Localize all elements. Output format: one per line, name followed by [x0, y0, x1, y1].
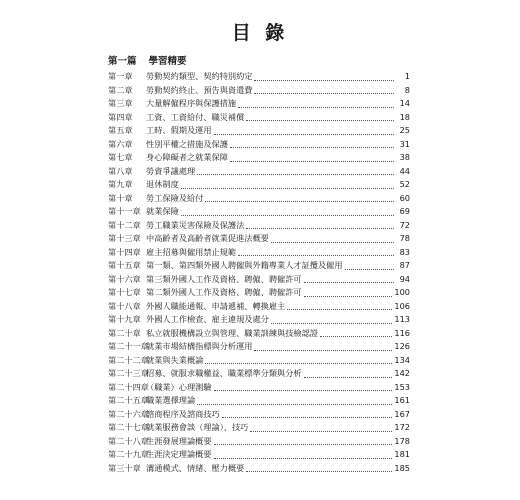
toc-chapter-number: 第十九章	[108, 314, 141, 324]
toc-chapter-number: 第九章	[108, 179, 133, 189]
toc-list	[108, 70, 410, 475]
toc-chapter-number: 第十三章	[108, 233, 141, 243]
toc-entry[interactable]	[108, 219, 410, 233]
toc-leader-dots	[197, 167, 394, 175]
toc-chapter-number: 第二十七章	[108, 422, 149, 432]
part-name: 學習精要	[148, 56, 187, 67]
toc-leader-dots	[304, 289, 393, 297]
toc-entry[interactable]	[108, 259, 410, 273]
toc-leader-dots	[214, 127, 394, 135]
toc-leader-dots	[238, 248, 394, 256]
toc-entry[interactable]	[108, 232, 410, 246]
toc-chapter-title: 私立就服機構設立與管理、職業訓練與技檢認證	[146, 327, 318, 338]
toc-leader-dots	[246, 464, 392, 472]
toc-chapter-title: 中高齡者及高齡者就業促進法概要	[146, 233, 269, 243]
toc-entry[interactable]	[108, 381, 410, 395]
toc-chapter-title: 溝通模式、情緒、壓力概要	[146, 462, 245, 473]
toc-entry[interactable]	[108, 313, 410, 327]
toc-page-number: 126	[394, 341, 410, 351]
toc-page-number: 25	[399, 125, 410, 135]
toc-chapter-title: 就業與失業概論	[146, 354, 204, 365]
toc-chapter-number: 第十五章	[108, 260, 141, 270]
toc-leader-dots	[254, 343, 392, 351]
toc-leader-dots	[246, 113, 394, 121]
toc-chapter-number: 第一章	[108, 71, 133, 81]
toc-entry[interactable]	[108, 340, 410, 354]
toc-chapter-number: 第十章	[108, 192, 133, 203]
toc-page-number: 52	[399, 179, 410, 189]
toc-leader-dots	[214, 437, 393, 445]
toc-entry[interactable]	[108, 246, 410, 260]
toc-page-number: 18	[399, 111, 410, 122]
toc-page-number: 100	[394, 287, 410, 297]
toc-page-number: 78	[399, 233, 410, 243]
toc-chapter-title: 勞資爭議處理	[146, 165, 196, 176]
toc-chapter-number: 第二十一章	[108, 341, 149, 351]
toc-entry[interactable]	[108, 111, 410, 125]
toc-entry[interactable]	[108, 97, 410, 111]
toc-page-number: 31	[399, 138, 410, 149]
toc-page-number: 134	[394, 354, 410, 365]
toc-leader-dots	[271, 235, 394, 243]
toc-leader-dots	[205, 194, 394, 202]
toc-leader-dots	[320, 329, 392, 337]
toc-chapter-number: 第三章	[108, 98, 133, 108]
toc-chapter-title: 勞動契約終止、預告與資遣費	[146, 84, 253, 95]
toc-chapter-title: 工時、假期及運用	[146, 125, 212, 135]
toc-leader-dots	[271, 316, 393, 324]
toc-chapter-number: 第二十九章	[108, 449, 149, 459]
toc-leader-dots	[254, 86, 394, 94]
toc-chapter-number: 第五章	[108, 125, 133, 135]
toc-leader-dots	[246, 221, 394, 229]
toc-entry[interactable]	[108, 273, 410, 287]
toc-chapter-number: 第七章	[108, 152, 133, 162]
toc-chapter-title: 勞工保險及給付	[146, 192, 204, 203]
toc-page-number: 69	[399, 206, 410, 216]
toc-leader-dots	[214, 383, 393, 391]
toc-entry[interactable]	[108, 286, 410, 300]
toc-chapter-title: 第一類、第四類外國人聘僱與外籍專業人才証攬及僱用	[146, 260, 343, 270]
toc-chapter-title: 生涯發展理論概要	[146, 435, 212, 446]
toc-chapter-title: 外國人工作檢查、雇主違規及處分	[146, 314, 269, 324]
toc-page-number: 106	[394, 300, 410, 311]
toc-chapter-number: 第十一章	[108, 206, 141, 216]
toc-leader-dots	[254, 73, 394, 81]
toc-entry[interactable]	[108, 84, 410, 98]
toc-leader-dots	[238, 100, 394, 108]
toc-page-number: 8	[404, 84, 410, 95]
toc-page-number: 142	[394, 368, 410, 378]
toc-chapter-number: 第二章	[108, 84, 133, 95]
toc-leader-dots	[197, 397, 392, 405]
toc-leader-dots	[345, 262, 394, 270]
toc-entry[interactable]	[108, 151, 410, 165]
toc-chapter-title: 勞動契約類型、契約特別約定	[146, 71, 253, 81]
toc-chapter-number: 第二十八章	[108, 435, 149, 446]
toc-chapter-number: 第二十四章	[108, 381, 149, 392]
toc-entry[interactable]	[108, 192, 410, 206]
toc-entry[interactable]	[108, 448, 410, 462]
toc-entry[interactable]	[108, 205, 410, 219]
toc-entry[interactable]	[108, 367, 410, 381]
toc-page-number: 60	[399, 192, 410, 203]
toc-page-number: 14	[399, 98, 410, 108]
toc-chapter-title: 就業服務會談（理論）、技巧	[146, 422, 249, 432]
toc-entry[interactable]	[108, 327, 410, 341]
toc-chapter-title: 性別平權之措施及保護	[146, 138, 228, 149]
toc-chapter-title: 第三類外國人工作及資格、聘僱、聘僱許可	[146, 273, 302, 284]
toc-page-number: 178	[394, 435, 410, 446]
part-heading	[108, 53, 187, 67]
toc-chapter-title: （職業）心理測驗	[146, 381, 212, 392]
toc-leader-dots	[304, 275, 394, 283]
toc-entry[interactable]	[108, 300, 410, 314]
toc-chapter-title: 第二類外國人工作及資格、聘僱、聘僱許可	[146, 287, 302, 297]
toc-page-number: 94	[399, 273, 410, 284]
toc-chapter-title: 退休制度	[146, 179, 179, 189]
toc-page-number: 153	[394, 381, 410, 392]
toc-chapter-title: 生涯決定理論概要	[146, 449, 212, 459]
toc-entry[interactable]	[108, 394, 410, 408]
toc-entry[interactable]	[108, 165, 410, 179]
toc-leader-dots	[230, 154, 394, 162]
toc-chapter-title: 工資、工資給付、職災補償	[146, 111, 245, 122]
toc-page-number: 44	[399, 165, 410, 176]
toc-page-number: 83	[399, 246, 410, 257]
toc-page-number: 72	[399, 219, 410, 230]
toc-leader-dots	[287, 302, 392, 310]
toc-entry[interactable]	[108, 138, 410, 152]
toc-chapter-number: 第六章	[108, 138, 133, 149]
toc-entry[interactable]	[108, 435, 410, 449]
toc-page-number: 113	[394, 314, 410, 324]
toc-entry[interactable]	[108, 408, 410, 422]
toc-chapter-title: 雇主招募與僱用禁止規範	[146, 246, 237, 257]
toc-chapter-number: 第二十章	[108, 327, 141, 338]
toc-chapter-number: 第八章	[108, 165, 133, 176]
toc-leader-dots	[205, 356, 392, 364]
toc-page-number: 167	[394, 408, 410, 419]
toc-page-number: 161	[394, 395, 410, 405]
toc-chapter-title: 就業市場結構指標與分析運用	[146, 341, 253, 351]
toc-entry[interactable]	[108, 70, 410, 84]
toc-entry[interactable]	[108, 462, 410, 476]
toc-chapter-title: 勞工職業災害保險及保護法	[146, 219, 245, 230]
toc-chapter-title: 職業選擇理論	[146, 395, 196, 405]
toc-entry[interactable]	[108, 178, 410, 192]
toc-chapter-number: 第十八章	[108, 300, 141, 311]
toc-page-number: 87	[399, 260, 410, 270]
toc-chapter-title: 就業保險	[146, 206, 179, 216]
toc-page-number: 116	[394, 327, 410, 338]
toc-chapter-number: 第十六章	[108, 273, 141, 284]
toc-leader-dots	[230, 140, 394, 148]
toc-chapter-title: 大量解僱程序與保護措施	[146, 98, 237, 108]
toc-chapter-number: 第二十五章	[108, 395, 149, 405]
toc-chapter-number: 第二十二章	[108, 354, 149, 365]
toc-leader-dots	[214, 451, 393, 459]
toc-entry[interactable]	[108, 124, 410, 138]
toc-chapter-number: 第十四章	[108, 246, 141, 257]
toc-chapter-number: 第三十章	[108, 462, 141, 473]
toc-leader-dots	[250, 424, 392, 432]
toc-leader-dots	[181, 208, 394, 216]
toc-page-number: 172	[394, 422, 410, 432]
toc-leader-dots	[181, 181, 394, 189]
part-label: 第一篇	[108, 56, 137, 67]
toc-chapter-title: 外國人職能通報、申請遞補、轉換雇主	[146, 300, 286, 311]
toc-entry[interactable]	[108, 354, 410, 368]
toc-page-number: 38	[399, 152, 410, 162]
toc-entry[interactable]	[108, 421, 410, 435]
toc-page-number: 1	[404, 71, 410, 81]
page-title: 目 錄	[231, 22, 289, 44]
toc-chapter-number: 第二十三章	[108, 368, 149, 378]
toc-leader-dots	[304, 370, 393, 378]
toc-chapter-number: 第十二章	[108, 219, 141, 230]
toc-chapter-number: 第十七章	[108, 287, 141, 297]
toc-page-number: 181	[394, 449, 410, 459]
toc-chapter-number: 第四章	[108, 111, 133, 122]
toc-chapter-title: 招募、就服求職權益、職業標準分類與分析	[146, 368, 302, 378]
toc-chapter-title: 身心障礙者之就業保障	[146, 152, 228, 162]
toc-leader-dots	[222, 410, 393, 418]
toc-chapter-title: 諮商程序及諮商技巧	[146, 408, 220, 419]
toc-chapter-number: 第二十六章	[108, 408, 149, 419]
toc-page-number: 185	[394, 462, 410, 473]
